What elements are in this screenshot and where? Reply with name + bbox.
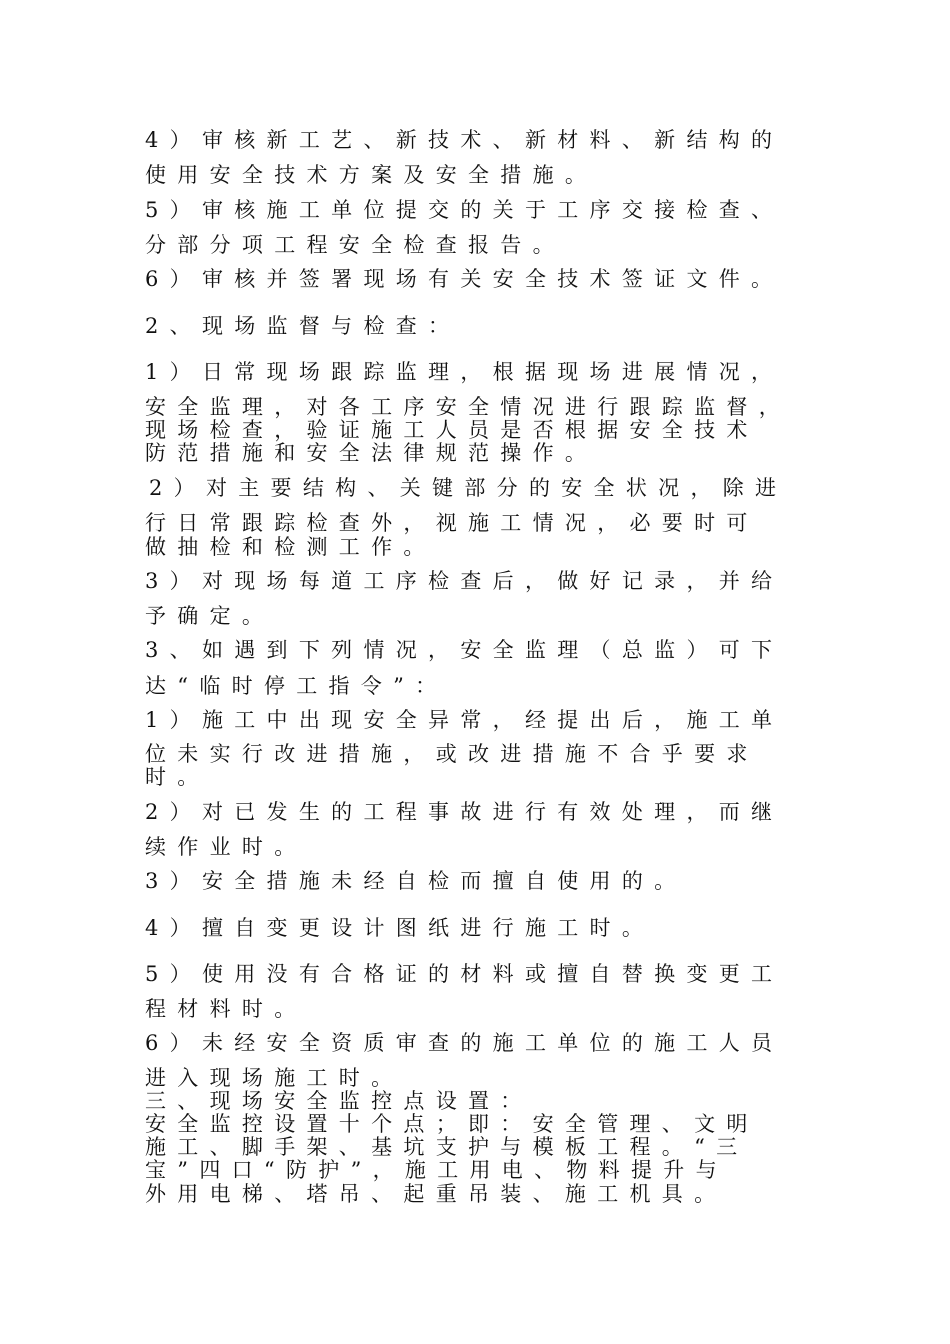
text-line: 6）审核并签署现场有关安全技术签证文件。	[145, 267, 784, 291]
text-line: 现场检查，验证施工人员是否根据安全技术	[145, 418, 759, 442]
text-line: 3）安全措施未经自检而擅自使用的。	[145, 869, 687, 893]
text-line: 宝”四口“防护”，施工用电、物料提升与	[145, 1158, 728, 1182]
text-line: 施工、脚手架、基坑支护与模板工程。“三	[145, 1135, 749, 1159]
text-line: 进入现场施工时。	[145, 1066, 404, 1090]
text-line: 安全监理，对各工序安全情况进行跟踪监督，	[145, 395, 791, 419]
text-line: 5）审核施工单位提交的关于工序交接检查、	[145, 198, 784, 222]
text-line: 做抽检和检测工作。	[145, 535, 436, 559]
section-heading: 2、现场监督与检查：	[145, 314, 461, 338]
text-line: 1）日常现场跟踪监理，根据现场进展情况，	[145, 360, 784, 384]
text-line: 2）对已发生的工程事故进行有效处理，而继	[145, 800, 784, 824]
text-line: 使用安全技术方案及安全措施。	[145, 163, 598, 187]
text-line: 4）审核新工艺、新技术、新材料、新结构的	[145, 128, 784, 152]
text-line: 时。	[145, 765, 210, 789]
text-line: 程材料时。	[145, 997, 307, 1021]
text-line: 3）对现场每道工序检查后，做好记录，并给	[145, 569, 784, 593]
text-line: 2）对主要结构、关键部分的安全状况，除进	[149, 476, 788, 500]
text-line: 4）擅自变更设计图纸进行施工时。	[145, 916, 655, 940]
text-line: 6）未经安全资质审查的施工单位的施工人员	[145, 1031, 784, 1055]
text-line: 行日常跟踪检查外，视施工情况，必要时可	[145, 511, 759, 535]
text-line: 5）使用没有合格证的材料或擅自替换变更工	[145, 962, 784, 986]
text-line: 外用电梯、塔吊、起重吊装、施工机具。	[145, 1182, 727, 1206]
text-line: 1）施工中出现安全异常，经提出后，施工单	[145, 708, 784, 732]
section-heading: 三、现场安全监控点设置：	[145, 1089, 533, 1113]
text-line: 予确定。	[145, 604, 275, 628]
text-line: 防范措施和安全法律规范操作。	[145, 441, 598, 465]
section-heading: 3、如遇到下列情况，安全监理（总监）可下	[145, 638, 784, 662]
text-line: 位未实行改进措施，或改进措施不合乎要求	[145, 742, 759, 766]
text-line: 分部分项工程安全检查报告。	[145, 233, 565, 257]
text-line: 安全监控设置十个点；即：安全管理、文明	[145, 1112, 759, 1136]
text-line: 达“临时停工指令”：	[145, 674, 448, 698]
text-line: 续作业时。	[145, 835, 307, 859]
